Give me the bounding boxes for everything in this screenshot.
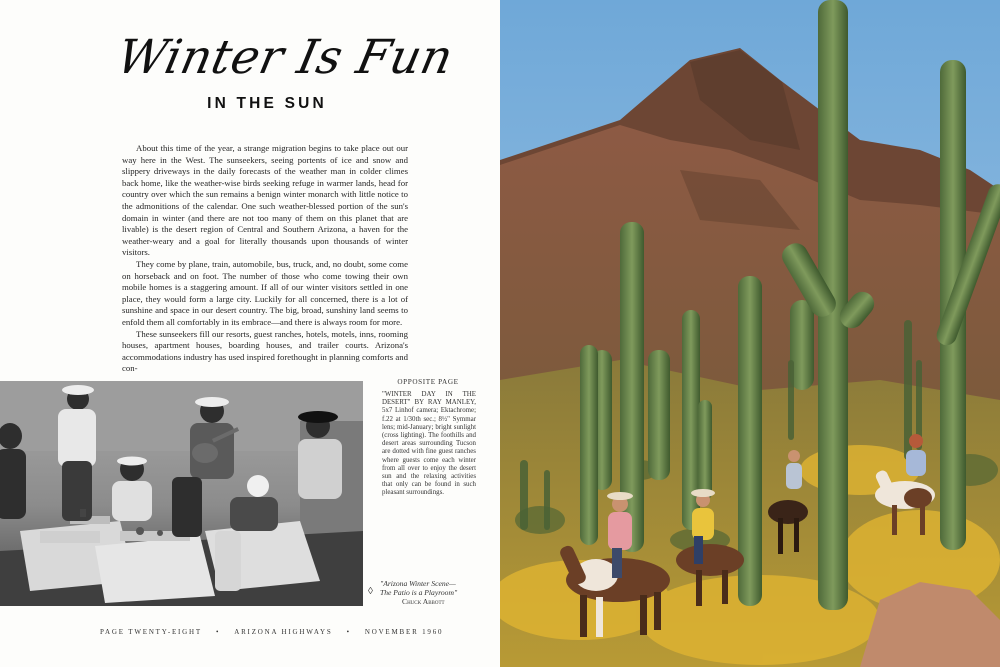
photo-credit: [380, 579, 480, 606]
credit-marker: ◊: [368, 586, 373, 597]
footer-magazine: ARIZONA HIGHWAYS: [234, 628, 333, 636]
credit-title-line1: "Arizona Winter Scene—: [380, 579, 456, 588]
article-paragraph: They come by plane, train, automobile, bus, truck, and, no doubt, some come on horseback and on foot. The number of those who come towing their own mobile homes is a staggering amount. If all of our winter visitors settled in one place, they would form a large city. Luckily for all concerned, there is a lot of sunshine and space in our desert country. The big, broad, sunshiny land seems to enfold them all comfortably in its embrace—and there is always room for more.: [122, 258, 408, 327]
article-paragraph: About this time of the year, a strange migration begins to take place out our way here in the West. The sunseekers, seeing portents of ice and snow and slippery driveways in the daily forecasts of the weather man in colder climes back home, like the weather-wise birds seeking refuge in warmer lands, head for country over which the sun remains a benign winter monarch with little notice to the admonitions of the calendar. One such weather-blessed portion of the sun's domain in winter (and there are not too many of them on this planet that are livable) is the desert region of Central and Southern Arizona, a haven for the weather-weary and a goal for literally thousands upon thousands of winter visitors.: [122, 143, 408, 258]
desert-photo: [500, 0, 1000, 667]
article-body: [122, 143, 408, 375]
article-title: Winter Is Fun: [112, 30, 459, 85]
article-subtitle: IN THE SUN: [207, 95, 327, 112]
article-paragraph: These sunseekers fill our resorts, guest ranches, hotels, motels, inns, rooming houses, apartment houses, boarding houses, and trailer courts. Arizona's accommodations industry has used inspired forethought in planning comforts and con-: [122, 328, 408, 374]
patio-photo-art: [0, 381, 363, 606]
footer-date: NOVEMBER 1960: [364, 628, 444, 636]
page-footer: [100, 628, 480, 636]
patio-photo: [0, 381, 363, 606]
credit-author: Chuck Abbott: [402, 597, 445, 606]
footer-separator: •: [346, 628, 351, 636]
caption-heading: OPPOSITE PAGE: [397, 378, 459, 386]
credit-title-line2: The Patio is a Playroom": [380, 588, 458, 597]
footer-separator: •: [215, 628, 221, 636]
caption-text: "WINTER DAY IN THE DESERT" BY RAY MANLEY, 5x7 Linhof camera; Ektachrome; f.22 at 1/30th sec.; 8½" Symmar lens; mid-January; bright sunlight (cross lighting). The foothills and desert areas surrounding Tucson are dotted with fine guest ranches where guests come each winter from all over to enjoy the desert sun and the relaxing activities that only can be found in such pleasant surroundings.: [382, 391, 476, 497]
desert-photo-art: [500, 0, 1000, 667]
footer-page: PAGE TWENTY-EIGHT: [100, 628, 202, 636]
